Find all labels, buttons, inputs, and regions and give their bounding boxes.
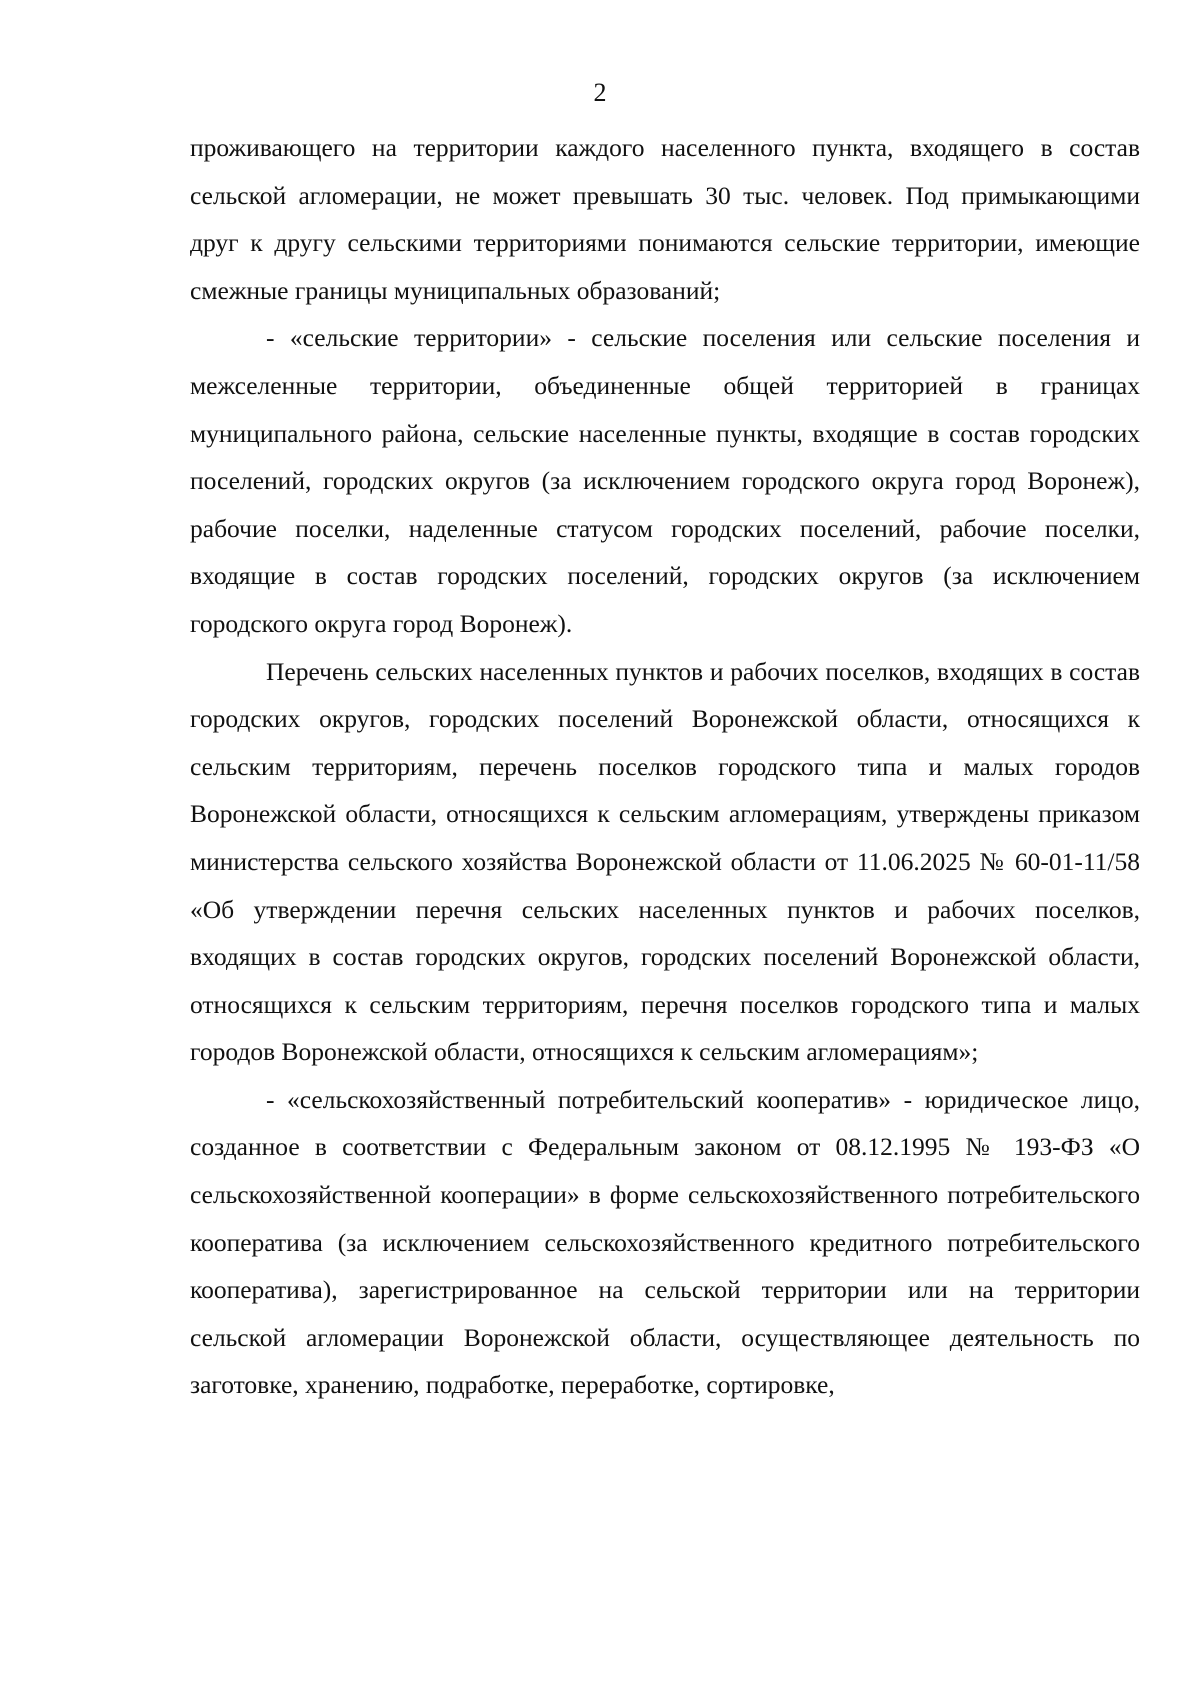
paragraph-rural-territories-definition: - «сельские территории» - сельские поселения или сельские поселения и межселенные территории, объединенные общей территорией в границах муниципального района, сельские населенные пункты, входящие в состав городских поселений, городских округов (за исключением городского округа город Воронеж), рабочие поселки, наделенные статусом городских поселений, рабочие поселки, входящие в состав городских поселений, городских округов (за исключением городского округа город Воронеж). (190, 323, 1140, 638)
paragraph-cooperative-definition: - «сельскохозяйственный потребительский кооператив» - юридическое лицо, созданное в соответствии с Федеральным законом от 08.12.1995 № 193-ФЗ «О сельскохозяйственной кооперации» в форме сельскохозяйственного потребительского кооператива (за исключением сельскохозяйственного кредитного потребительского кооператива), зарегистрированное на сельской территории или на территории сельской агломерации Воронежской области, осуществляющее деятельность по заготовке, хранению, подработке, переработке, сортировке, (190, 1084, 1140, 1400)
paragraph-agglomeration-continued: проживающего на территории каждого населенного пункта, входящего в состав сельской агломерации, не может превышать 30 тыс. человек. Под примыкающими друг к другу сельскими территориями понимаются сельские территории, имеющие смежные границы муниципальных образований; (190, 133, 1140, 305)
page-number: 2 (593, 78, 607, 107)
paragraph-list-of-settlements: Перечень сельских населенных пунктов и рабочих поселков, входящих в состав городских округов, городских поселений Воронежской области, относящихся к сельским территориям, перечень поселков городского типа и малых городов Воронежской области, относящихся к сельским агломерациям, утверждены приказом министерства сельского хозяйства Воронежской области от 11.06.2025 № 60-01-11/58 «Об утверждении перечня сельских населенных пунктов и рабочих поселков, входящих в состав городских округов, городских поселений Воронежской области, относящихся к сельским территориям, перечня поселков городского типа и малых городов Воронежской области, относящихся к сельским агломерациям»; (190, 656, 1140, 1067)
document-body (190, 124, 1140, 1409)
